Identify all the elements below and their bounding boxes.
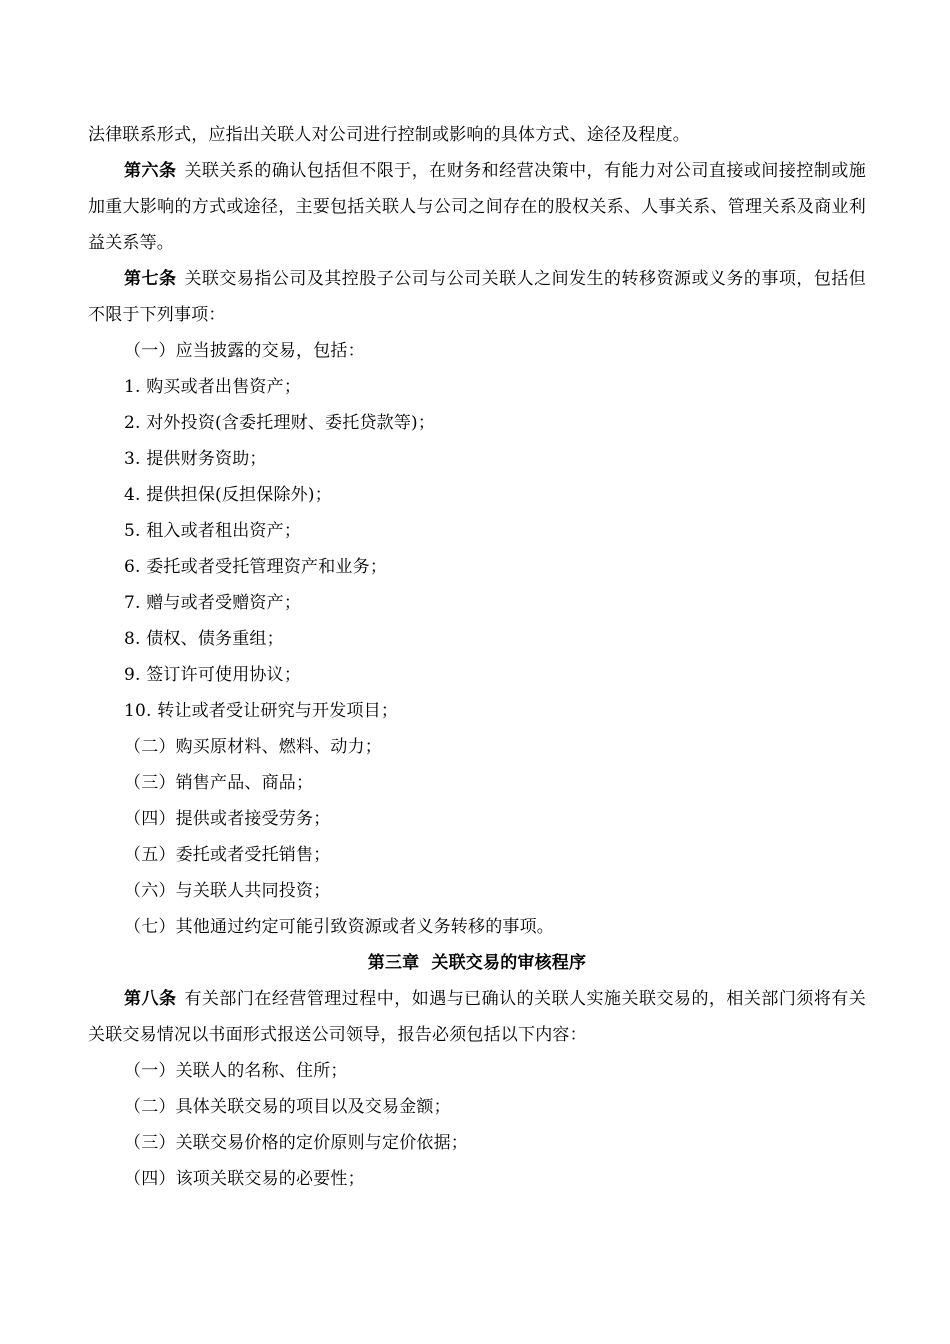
list-item: 5. 租入或者租出资产；	[124, 521, 302, 541]
article-8	[88, 981, 866, 1053]
list-item: （二）具体关联交易的项目以及交易金额；	[124, 1097, 451, 1117]
document-body	[88, 117, 866, 1197]
list-item: （四）提供或者接受劳务；	[124, 809, 331, 829]
list-item: 7. 赠与或者受赠资产；	[124, 593, 302, 613]
article-6	[88, 153, 866, 261]
list-item: （三）销售产品、商品；	[124, 773, 314, 793]
article-8-text: 有关部门在经营管理过程中，如遇与已确认的关联人实施关联交易的，相关部门须将有关关联交易情况以书面形式报送公司领导，报告必须包括以下内容：	[88, 989, 866, 1045]
list-item: 4. 提供担保(反担保除外)；	[124, 485, 332, 505]
list-item: （二）购买原材料、燃料、动力；	[124, 737, 382, 757]
list-item: （六）与关联人共同投资；	[124, 881, 331, 901]
list-item: 10. 转让或者受让研究与开发项目；	[124, 701, 399, 721]
article-7-label: 第七条	[124, 269, 177, 289]
list-item: （一）应当披露的交易，包括：	[124, 341, 365, 361]
list-item: 9. 签订许可使用协议；	[124, 665, 302, 685]
continued-paragraph: 法律联系形式，应指出关联人对公司进行控制或影响的具体方式、途径及程度。	[88, 125, 690, 145]
article-6-text: 关联关系的确认包括但不限于，在财务和经营决策中，有能力对公司直接或间接控制或施加重大影响的方式或途径，主要包括关联人与公司之间存在的股权关系、人事关系、管理关系及商业利益关系等。	[88, 161, 866, 253]
list-item: （五）委托或者受托销售；	[124, 845, 331, 865]
article-7-text: 关联交易指公司及其控股子公司与公司关联人之间发生的转移资源或义务的事项，包括但不限于下列事项：	[88, 269, 866, 325]
list-item: 2. 对外投资(含委托理财、委托贷款等)；	[124, 413, 436, 433]
article-8-label: 第八条	[124, 989, 177, 1009]
article-7-list	[88, 333, 866, 945]
article-8-list	[88, 1053, 866, 1197]
chapter-title: 关联交易的审核程序	[431, 953, 587, 973]
list-item: 8. 债权、债务重组；	[124, 629, 284, 649]
article-7	[88, 261, 866, 333]
list-item: 1. 购买或者出售资产；	[124, 377, 302, 397]
chapter-number: 第三章	[367, 953, 420, 973]
article-6-label: 第六条	[124, 161, 177, 181]
chapter-heading	[88, 945, 866, 981]
list-item: 6. 委托或者受托管理资产和业务；	[124, 557, 388, 577]
list-item: （三）关联交易价格的定价原则与定价依据；	[124, 1133, 468, 1153]
list-item: 3. 提供财务资助；	[124, 449, 267, 469]
list-item: （一）关联人的名称、住所；	[124, 1061, 348, 1081]
list-item: （七）其他通过约定可能引致资源或者义务转移的事项。	[124, 917, 554, 937]
list-item: （四）该项关联交易的必要性；	[124, 1169, 365, 1189]
